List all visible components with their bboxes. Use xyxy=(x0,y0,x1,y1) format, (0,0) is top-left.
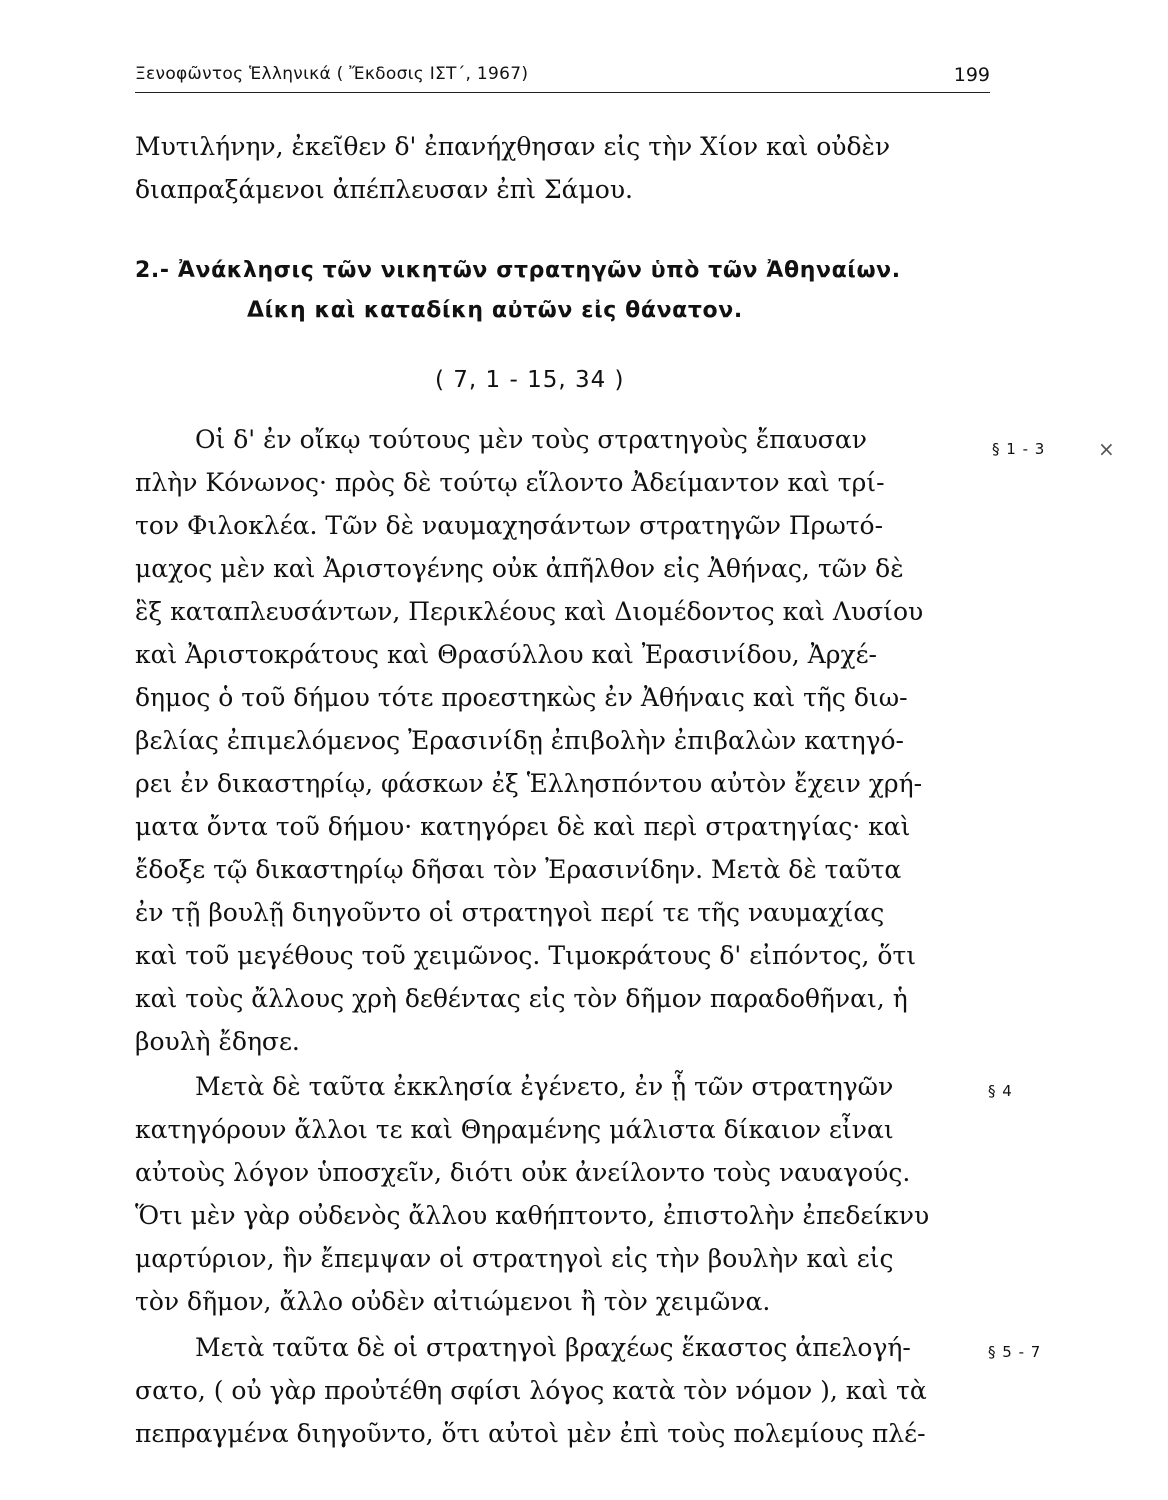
text-line: πεπραγμένα διηγοῦντο, ὅτι αὐτοὶ μὲν ἐπὶ τοὺς πολεμίους πλέ- xyxy=(135,1419,926,1448)
text-line: πλὴν Κόνωνος· πρὸς δὲ τούτῳ εἵλοντο Ἀδείμαντον καὶ τρί- xyxy=(135,468,885,497)
text-line: μαρτύριον, ἣν ἔπεμψαν οἱ στρατηγοὶ εἰς τὴν βουλὴν καὶ εἰς xyxy=(135,1244,894,1273)
text-line: ἐν τῇ βουλῇ διηγοῦντο οἱ στρατηγοὶ περί τε τῆς ναυμαχίας xyxy=(135,898,885,927)
text-line: μαχος μὲν καὶ Ἀριστογένης οὐκ ἀπῆλθον εἰς Ἀθήνας, τῶν δὲ xyxy=(135,554,904,583)
margin-note: § 4 xyxy=(988,1082,1013,1100)
text-line: αὐτοὺς λόγον ὑποσχεῖν, διότι οὐκ ἀνείλοντο τοὺς ναυαγούς. xyxy=(135,1158,911,1187)
text-line: ἔδοξε τῷ δικαστηρίῳ δῆσαι τὸν Ἐρασινίδην. Μετὰ δὲ ταῦτα xyxy=(135,855,902,884)
page-header xyxy=(135,62,990,93)
running-title: Ξενοφῶντος Ἑλληνικά ( Ἔκδοσις ΙΣΤ΄, 1967) xyxy=(135,64,529,84)
text-line: διαπραξάμενοι ἀπέπλευσαν ἐπὶ Σάμου. xyxy=(135,175,633,204)
text-line: καὶ τοὺς ἄλλους χρὴ δεθέντας εἰς τὸν δῆμον παραδοθῆναι, ἡ xyxy=(135,984,908,1013)
margin-mark: × xyxy=(1098,437,1115,461)
text-line: ἓξ καταπλευσάντων, Περικλέους καὶ Διομέδοντος καὶ Λυσίου xyxy=(135,597,924,626)
text-line: βουλὴ ἔδησε. xyxy=(135,1027,300,1056)
text-line: Ὅτι μὲν γὰρ οὐδενὸς ἄλλου καθήπτοντο, ἐπιστολὴν ἐπεδείκνυ xyxy=(135,1201,930,1230)
text-line: βελίας ἐπιμελόμενος Ἐρασινίδῃ ἐπιβολὴν ἐπιβαλὼν κατηγό- xyxy=(135,726,905,755)
page-number: 199 xyxy=(953,64,990,86)
text-line: δημος ὁ τοῦ δήμου τότε προεστηκὼς ἐν Ἀθήναις καὶ τῆς διω- xyxy=(135,683,908,712)
text-line: καὶ τοῦ μεγέθους τοῦ χειμῶνος. Τιμοκράτους δ' εἰπόντος, ὅτι xyxy=(135,941,917,970)
text-line: ματα ὄντα τοῦ δήμου· κατηγόρει δὲ καὶ περὶ στρατηγίας· καὶ xyxy=(135,812,911,841)
text-line: Οἱ δ' ἐν οἴκῳ τούτους μὲν τοὺς στρατηγοὺς ἔπαυσαν xyxy=(195,425,867,454)
text-line: Μετὰ δὲ ταῦτα ἐκκλησία ἐγένετο, ἐν ᾗ τῶν στρατηγῶν xyxy=(195,1072,894,1101)
text-line: τὸν δῆμον, ἄλλο οὐδὲν αἰτιώμενοι ἢ τὸν χειμῶνα. xyxy=(135,1287,771,1316)
text-line: καὶ Ἀριστοκράτους καὶ Θρασύλλου καὶ Ἐρασινίδου, Ἀρχέ- xyxy=(135,640,877,669)
text-line: τον Φιλοκλέα. Τῶν δὲ ναυμαχησάντων στρατηγῶν Πρωτό- xyxy=(135,511,884,540)
text-line: Μυτιλήνην, ἐκεῖθεν δ' ἐπανήχθησαν εἰς τὴν Χίον καὶ οὐδὲν xyxy=(135,132,891,161)
margin-note: § 1 - 3 xyxy=(992,440,1046,458)
text-line: σατο, ( οὐ γὰρ προὐτέθη σφίσι λόγος κατὰ τὸν νόμον ), καὶ τὰ xyxy=(135,1376,927,1405)
section-subtitle: Δίκη καὶ καταδίκη αὐτῶν εἰς θάνατον. xyxy=(247,298,743,323)
text-line: κατηγόρουν ἄλλοι τε καὶ Θηραμένης μάλιστα δίκαιον εἶναι xyxy=(135,1115,894,1144)
passage-reference: ( 7, 1 - 15, 34 ) xyxy=(435,367,625,393)
text-line: ρει ἐν δικαστηρίῳ, φάσκων ἐξ Ἑλλησπόντου αὐτὸν ἔχειν χρή- xyxy=(135,769,923,798)
text-line: Μετὰ ταῦτα δὲ οἱ στρατηγοὶ βραχέως ἕκαστος ἀπελογή- xyxy=(195,1333,911,1362)
section-title: 2.- Ἀνάκλησις τῶν νικητῶν στρατηγῶν ὑπὸ τῶν Ἀθηναίων. xyxy=(135,258,901,283)
margin-note: § 5 - 7 xyxy=(988,1343,1042,1361)
